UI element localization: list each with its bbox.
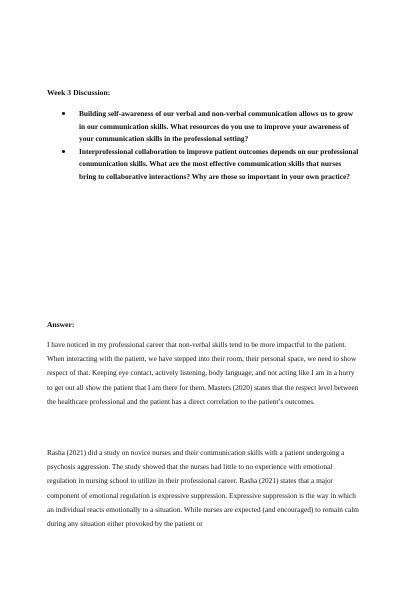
- prompt-item: [47, 146, 359, 184]
- bullet-icon: [62, 150, 65, 153]
- answer-heading: Answer:: [47, 320, 75, 329]
- prompt-text: Building self-awareness of our verbal and non-verbal communication allows us to grow in our communication skills. What resources do you use to improve your awareness of your communication skills in the professional setting?: [79, 109, 354, 143]
- bullet-icon: [62, 112, 65, 115]
- prompt-text: Interprofessional collaboration to improve patient outcomes depends on our professional communication skills. What are the most effective communication skills that nurses bring to collaborative interactions? Why are those so important in your own practice?: [79, 146, 359, 181]
- answer-paragraph: Rasha (2021) did a study on novice nurses and their communication skills with a patient undergoing a psychosis aggression. The study showed that the nurses had little to no experience with emotional regulation in nursing school to utilize in their professional career. Rasha (2021) states that a major component of emotional regulation is expressive suppression. Expressive suppression is the way in which an individual reacts emotionally to a situation. While nurses are expected (and encouraged) to remain calm during any situation either provoked by the patient or: [47, 448, 359, 529]
- prompt-item: [47, 108, 359, 146]
- answer-paragraph: I have noticed in my professional career that non-verbal skills tend to be more impactful to the patient. When interacting with the patient, we have stepped into their room, their personal space, we need to show respect of that. Keeping eye contact, actively listening, body language, and not acting like I am in a hurry to get out all show the patient that I am there for them. Masters (2020) states that the respect level between the healthcare professional and the patient has a direct correlation to the patient’s outcomes.: [47, 340, 359, 406]
- discussion-prompts: [47, 108, 359, 183]
- discussion-heading: Week 3 Discussion:: [47, 88, 111, 97]
